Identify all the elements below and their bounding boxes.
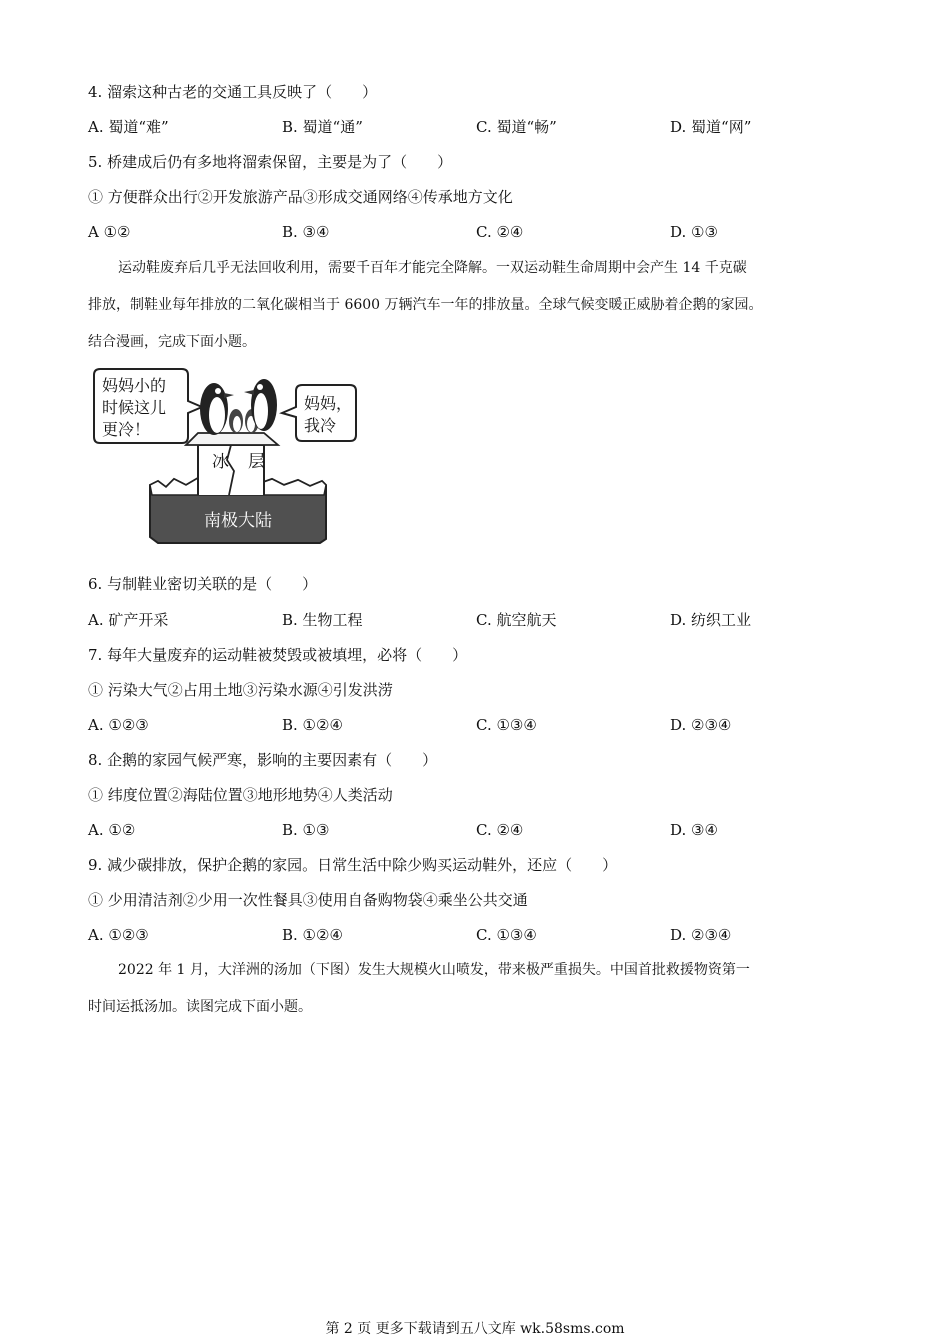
q9-option-b: B. ①②④	[282, 926, 343, 944]
ice-label-left: 冰	[212, 452, 229, 472]
q5-option-b: B. ③④	[282, 223, 330, 241]
passage1-line2: 排放，制鞋业每年排放的二氧化碳相当于 6600 万辆汽车一年的排放量。全球气候变暖正威胁着企鹅的家园。	[88, 297, 763, 313]
q6-option-d: D. 纺织工业	[670, 611, 752, 629]
q5-stem: 5. 桥建成后仍有多地将溜索保留，主要是为了（ ）	[88, 153, 453, 171]
q9-option-d: D. ②③④	[670, 926, 732, 944]
q4-option-c: C. 蜀道“畅”	[476, 118, 557, 136]
continent-label: 南极大陆	[204, 511, 272, 531]
q7-option-d: D. ②③④	[670, 716, 732, 734]
q8-choices: ① 纬度位置②海陆位置③地形地势④人类活动	[88, 786, 393, 804]
passage2-line1: 2022 年 1 月，大洋洲的汤加（下图）发生大规模火山喷发，带来极严重损失。中国首批救援物资第一	[118, 962, 750, 978]
q5-option-d: D. ①③	[670, 223, 718, 241]
q5-option-c: C. ②④	[476, 223, 524, 241]
q7-stem: 7. 每年大量废弃的运动鞋被焚毁或被填埋，必将（ ）	[88, 646, 468, 664]
bubble-left-line3: 更冷！	[102, 420, 151, 439]
q6-option-c: C. 航空航天	[476, 611, 557, 629]
q8-stem: 8. 企鹅的家园气候严寒，影响的主要因素有（ ）	[88, 751, 438, 769]
q9-option-a: A. ①②③	[88, 926, 149, 944]
bubble-left-line1: 妈妈小的	[102, 376, 167, 395]
q7-option-c: C. ①③④	[476, 716, 537, 734]
ice-label-right: 层	[248, 452, 265, 472]
q4-stem: 4. 溜索这种古老的交通工具反映了（ ）	[88, 83, 378, 101]
q6-stem: 6. 与制鞋业密切关联的是（ ）	[88, 575, 318, 593]
q4-option-b: B. 蜀道“通”	[282, 118, 363, 136]
q8-option-c: C. ②④	[476, 821, 524, 839]
q6-option-a: A. 矿产开采	[88, 611, 169, 629]
q7-option-a: A. ①②③	[88, 716, 149, 734]
passage1-line1: 运动鞋废弃后几乎无法回收利用，需要千百年才能完全降解。一双运动鞋生命周期中会产生 14 千克碳	[118, 260, 747, 276]
q5-option-a: A ①②	[88, 223, 131, 241]
q7-choices: ① 污染大气②占用土地③污染水源④引发洪涝	[88, 681, 393, 699]
q8-option-d: D. ③④	[670, 821, 718, 839]
q9-choices: ① 少用清洁剂②少用一次性餐具③使用自备购物袋④乘坐公共交通	[88, 891, 528, 909]
penguin-cartoon	[88, 363, 360, 548]
q8-option-a: A. ①②	[88, 821, 136, 839]
q8-option-b: B. ①③	[282, 821, 330, 839]
bubble-right-line1: 妈妈，	[304, 394, 353, 413]
passage1-line3: 结合漫画，完成下面小题。	[88, 334, 256, 350]
q9-stem: 9. 减少碳排放，保护企鹅的家园。日常生活中除少购买运动鞋外，还应（ ）	[88, 856, 618, 874]
q4-option-d: D. 蜀道“网”	[670, 118, 752, 136]
q5-choices: ① 方便群众出行②开发旅游产品③形成交通网络④传承地方文化	[88, 188, 513, 206]
page-footer: 第 2 页 更多下载请到五八文库 wk.58sms.com	[325, 1321, 625, 1337]
q7-option-b: B. ①②④	[282, 716, 343, 734]
bubble-left-line2: 时候这儿	[102, 398, 167, 417]
bubble-right-line2: 我冷	[304, 416, 337, 435]
mother-penguin-icon	[200, 383, 234, 435]
passage2-line2: 时间运抵汤加。读图完成下面小题。	[88, 999, 312, 1015]
ice-layer-top	[186, 433, 278, 445]
q9-option-c: C. ①③④	[476, 926, 537, 944]
q4-option-a: A. 蜀道“难”	[88, 118, 169, 136]
q6-option-b: B. 生物工程	[282, 611, 363, 629]
